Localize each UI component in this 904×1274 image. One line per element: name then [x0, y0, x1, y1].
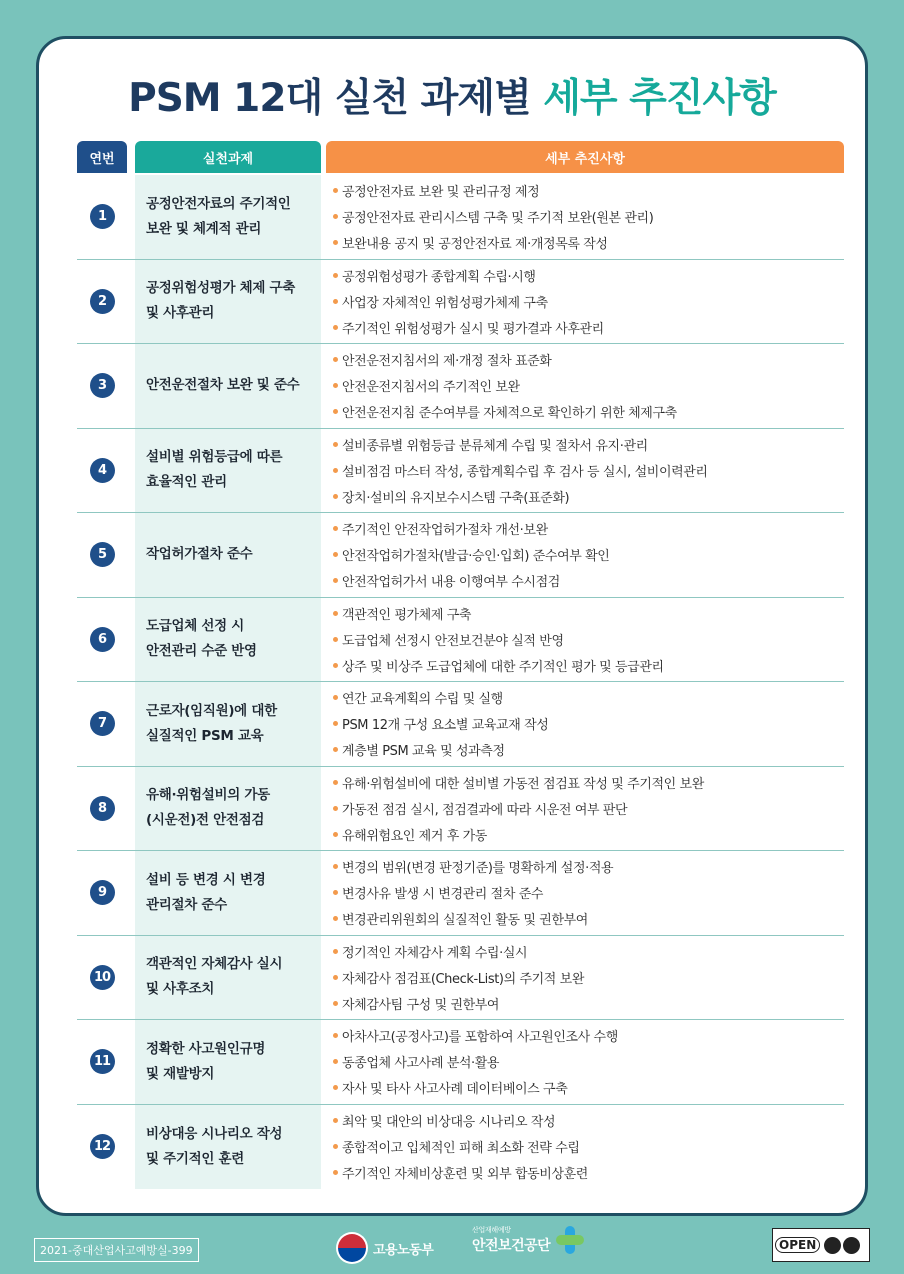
row-number-cell: [77, 344, 127, 428]
bullet-dot-icon: [333, 1170, 338, 1175]
bullet-dot-icon: [333, 325, 338, 330]
task-title: 유해·위험설비의 가동 (시운전)전 안전점검: [146, 787, 270, 829]
row-number-badge: 7: [90, 711, 115, 736]
bullet-dot-icon: [333, 695, 338, 700]
table-row: [77, 1020, 844, 1105]
detail-text: 유해·위험설비에 대한 설비별 가동전 점검표 작성 및 주기적인 보완: [342, 776, 704, 792]
row-number-cell: [77, 682, 127, 766]
detail-item: [333, 1134, 844, 1160]
moel-emblem-icon: [336, 1232, 368, 1264]
row-number-badge: 9: [90, 880, 115, 905]
detail-text: 유해위험요인 제거 후 가동: [342, 828, 487, 844]
detail-text: 공정안전자료 보완 및 관리규정 제정: [342, 185, 540, 201]
detail-text: 안전운전지침서의 제·개정 절차 표준화: [342, 354, 552, 370]
detail-cell: [329, 513, 844, 597]
kosha-cross-icon: [554, 1224, 586, 1256]
task-cell: [135, 936, 321, 1020]
detail-item: [333, 854, 844, 880]
detail-text: 공정위험성평가 종합계획 수립·시행: [342, 269, 536, 285]
table-row: [77, 767, 844, 852]
detail-item: [333, 1023, 844, 1049]
task-cell: [135, 175, 321, 259]
title-main: PSM 12대 실천 과제별: [128, 76, 544, 121]
bullet-dot-icon: [333, 1144, 338, 1149]
detail-item: [333, 964, 844, 990]
detail-text: PSM 12개 구성 요소별 교육교재 작성: [342, 718, 549, 734]
bullet-dot-icon: [333, 721, 338, 726]
detail-item: [333, 230, 844, 256]
bullet-dot-icon: [333, 188, 338, 193]
detail-text: 변경사유 발생 시 변경관리 절차 준수: [342, 887, 544, 903]
task-cell: [135, 851, 321, 935]
task-title: 객관적인 자체감사 실시 및 사후조치: [146, 956, 283, 998]
detail-text: 자체감사팀 구성 및 권한부여: [342, 997, 500, 1013]
bullet-dot-icon: [333, 273, 338, 278]
detail-item: [333, 399, 844, 425]
detail-cell: [329, 1020, 844, 1104]
task-title: 도급업체 선정 시 안전관리 수준 반영: [146, 618, 257, 660]
task-title: 공정위험성평가 체제 구축 및 사후관리: [146, 280, 295, 322]
document-code: 2021-중대산업사고예방실-399: [34, 1238, 199, 1262]
detail-text: 보완내용 공지 및 공정안전자료 제·개정목록 작성: [342, 237, 608, 253]
row-number-cell: [77, 513, 127, 597]
bullet-dot-icon: [333, 552, 338, 557]
detail-item: [333, 880, 844, 906]
detail-cell: [329, 767, 844, 851]
detail-cell: [329, 175, 844, 259]
row-number-badge: 3: [90, 373, 115, 398]
detail-item: [333, 314, 844, 340]
detail-item: [333, 1075, 844, 1101]
bullet-dot-icon: [333, 526, 338, 531]
detail-cell: [329, 598, 844, 682]
task-cell: [135, 513, 321, 597]
bullet-dot-icon: [333, 1085, 338, 1090]
task-cell: [135, 682, 321, 766]
bullet-dot-icon: [333, 949, 338, 954]
table-row: [77, 260, 844, 345]
row-number-cell: [77, 260, 127, 344]
detail-text: 장치·설비의 유지보수시스템 구축(표준화): [342, 490, 570, 506]
task-table: [77, 175, 844, 1189]
detail-item: [333, 347, 844, 373]
detail-item: [333, 568, 844, 594]
detail-text: 변경관리위원회의 실질적인 활동 및 권한부여: [342, 913, 588, 929]
row-number-badge: 6: [90, 627, 115, 652]
open-label: OPEN: [775, 1237, 820, 1253]
table-row: [77, 851, 844, 936]
detail-cell: [329, 936, 844, 1020]
detail-item: [333, 600, 844, 626]
row-number-cell: [77, 429, 127, 513]
bullet-dot-icon: [333, 468, 338, 473]
row-number-cell: [77, 936, 127, 1020]
bullet-dot-icon: [333, 864, 338, 869]
bullet-dot-icon: [333, 637, 338, 642]
bullet-dot-icon: [333, 975, 338, 980]
detail-text: 상주 및 비상주 도급업체에 대한 주기적인 평가 및 등급관리: [342, 659, 664, 675]
row-number-cell: [77, 851, 127, 935]
bullet-dot-icon: [333, 442, 338, 447]
detail-cell: [329, 1105, 844, 1190]
detail-text: 주기적인 위험성평가 실시 및 평가결과 사후관리: [342, 321, 604, 337]
table-row: [77, 344, 844, 429]
table-row: [77, 513, 844, 598]
task-title: 비상대응 시나리오 작성 및 주기적인 훈련: [146, 1125, 283, 1167]
row-number-cell: [77, 175, 127, 259]
detail-text: 객관적인 평가체제 구축: [342, 607, 472, 623]
table-row: [77, 682, 844, 767]
detail-item: [333, 457, 844, 483]
row-number-badge: 2: [90, 289, 115, 314]
task-cell: [135, 429, 321, 513]
bullet-dot-icon: [333, 383, 338, 388]
detail-item: [333, 516, 844, 542]
moel-name: 고용노동부: [373, 1242, 434, 1258]
detail-item: [333, 1160, 844, 1186]
page-title: [39, 67, 865, 123]
detail-text: 최악 및 대안의 비상대응 시나리오 작성: [342, 1115, 556, 1131]
table-row: [77, 936, 844, 1021]
detail-text: 종합적이고 입체적인 피해 최소화 전략 수립: [342, 1141, 580, 1157]
task-title: 안전운전절차 보완 및 준수: [146, 377, 300, 394]
bullet-dot-icon: [333, 916, 338, 921]
detail-cell: [329, 429, 844, 513]
detail-item: [333, 178, 844, 204]
bullet-dot-icon: [333, 299, 338, 304]
detail-text: 공정안전자료 관리시스템 구축 및 주기적 보완(원본 관리): [342, 211, 654, 227]
bullet-dot-icon: [333, 357, 338, 362]
detail-text: 사업장 자체적인 위험성평가체제 구축: [342, 295, 548, 311]
detail-cell: [329, 260, 844, 344]
detail-item: [333, 990, 844, 1016]
title-accent: 세부 추진사항: [543, 76, 776, 121]
bullet-dot-icon: [333, 409, 338, 414]
header-detail: 세부 추진사항: [326, 141, 844, 173]
poster-card: [36, 36, 868, 1216]
row-number-cell: [77, 598, 127, 682]
task-cell: [135, 598, 321, 682]
task-cell: [135, 1020, 321, 1104]
detail-item: [333, 483, 844, 509]
row-number-badge: 4: [90, 458, 115, 483]
table-row: [77, 429, 844, 514]
kosha-logo: [472, 1224, 586, 1256]
detail-item: [333, 1108, 844, 1134]
task-title: 설비별 위험등급에 따른 효율적인 관리: [146, 449, 283, 491]
bullet-dot-icon: [333, 240, 338, 245]
bullet-dot-icon: [333, 663, 338, 668]
row-number-badge: 10: [90, 965, 115, 990]
detail-cell: [329, 851, 844, 935]
detail-text: 도급업체 선정시 안전보건분야 실적 반영: [342, 633, 564, 649]
task-cell: [135, 344, 321, 428]
detail-cell: [329, 682, 844, 766]
bullet-dot-icon: [333, 747, 338, 752]
detail-item: [333, 652, 844, 678]
detail-text: 설비종류별 위험등급 분류체계 수립 및 절차서 유지·관리: [342, 438, 648, 454]
detail-item: [333, 626, 844, 652]
detail-item: [333, 737, 844, 763]
detail-text: 가동전 점검 실시, 점검결과에 따라 시운전 여부 판단: [342, 802, 628, 818]
detail-text: 주기적인 안전작업허가절차 개선·보완: [342, 523, 548, 539]
detail-item: [333, 288, 844, 314]
detail-item: [333, 685, 844, 711]
bullet-dot-icon: [333, 806, 338, 811]
detail-item: [333, 938, 844, 964]
row-number-badge: 12: [90, 1134, 115, 1159]
row-number-cell: [77, 767, 127, 851]
task-title: 작업허가절차 준수: [146, 546, 253, 563]
table-row: [77, 175, 844, 260]
kosha-name: 안전보건공단: [472, 1238, 551, 1254]
detail-item: [333, 204, 844, 230]
table-row: [77, 598, 844, 683]
detail-item: [333, 906, 844, 932]
header-num: 연번: [77, 141, 127, 173]
detail-item: [333, 795, 844, 821]
detail-item: [333, 711, 844, 737]
bullet-dot-icon: [333, 1059, 338, 1064]
row-number-badge: 1: [90, 204, 115, 229]
moel-logo: [336, 1232, 433, 1264]
row-number-badge: 8: [90, 796, 115, 821]
table-row: [77, 1105, 844, 1190]
detail-text: 연간 교육계획의 수립 및 실행: [342, 692, 503, 708]
detail-item: [333, 542, 844, 568]
detail-text: 자체감사 점검표(Check-List)의 주기적 보완: [342, 971, 585, 987]
detail-item: [333, 373, 844, 399]
task-cell: [135, 1105, 321, 1190]
detail-text: 안전운전지침서의 주기적인 보완: [342, 380, 520, 396]
detail-text: 정기적인 자체감사 계획 수립·실시: [342, 945, 528, 961]
row-number-cell: [77, 1020, 127, 1104]
task-title: 설비 등 변경 시 변경 관리절차 준수: [146, 871, 266, 913]
bullet-dot-icon: [333, 611, 338, 616]
bullet-dot-icon: [333, 890, 338, 895]
detail-cell: [329, 344, 844, 428]
detail-text: 변경의 범위(변경 판정기준)를 명확하게 설정·적용: [342, 861, 614, 877]
bullet-dot-icon: [333, 1001, 338, 1006]
detail-item: [333, 821, 844, 847]
bullet-dot-icon: [333, 832, 338, 837]
task-title: 정확한 사고원인규명 및 재발방지: [146, 1040, 266, 1082]
detail-text: 동종업체 사고사례 분석·활용: [342, 1056, 500, 1072]
bullet-dot-icon: [333, 214, 338, 219]
detail-text: 계층별 PSM 교육 및 성과측정: [342, 744, 505, 760]
detail-text: 아차사고(공정사고)를 포함하여 사고원인조사 수행: [342, 1030, 618, 1046]
detail-item: [333, 1049, 844, 1075]
bullet-dot-icon: [333, 1033, 338, 1038]
detail-item: [333, 262, 844, 288]
detail-text: 안전작업허가서 내용 이행여부 수시점검: [342, 575, 560, 591]
kosha-subtitle: 산업재해예방: [472, 1226, 511, 1234]
row-number-cell: [77, 1105, 127, 1190]
detail-text: 주기적인 자체비상훈련 및 외부 합동비상훈련: [342, 1167, 588, 1183]
row-number-badge: 11: [90, 1049, 115, 1074]
detail-item: [333, 431, 844, 457]
task-cell: [135, 260, 321, 344]
detail-text: 자사 및 타사 사고사례 데이터베이스 구축: [342, 1082, 568, 1098]
detail-text: 안전작업허가절차(발급·승인·입회) 준수여부 확인: [342, 549, 610, 565]
bullet-dot-icon: [333, 780, 338, 785]
row-number-badge: 5: [90, 542, 115, 567]
kogl-open-license-icon: [772, 1228, 870, 1262]
detail-item: [333, 769, 844, 795]
task-title: 근로자(임직원)에 대한 실질적인 PSM 교육: [146, 702, 277, 744]
detail-text: 안전운전지침 준수여부를 자체적으로 확인하기 위한 체제구축: [342, 406, 677, 422]
detail-text: 설비점검 마스터 작성, 종합계획수립 후 검사 등 실시, 설비이력관리: [342, 464, 708, 480]
bullet-dot-icon: [333, 494, 338, 499]
bullet-dot-icon: [333, 578, 338, 583]
bullet-dot-icon: [333, 1118, 338, 1123]
task-cell: [135, 767, 321, 851]
task-title: 공정안전자료의 주기적인 보완 및 체계적 관리: [146, 195, 291, 237]
header-task: 실천과제: [135, 141, 321, 173]
